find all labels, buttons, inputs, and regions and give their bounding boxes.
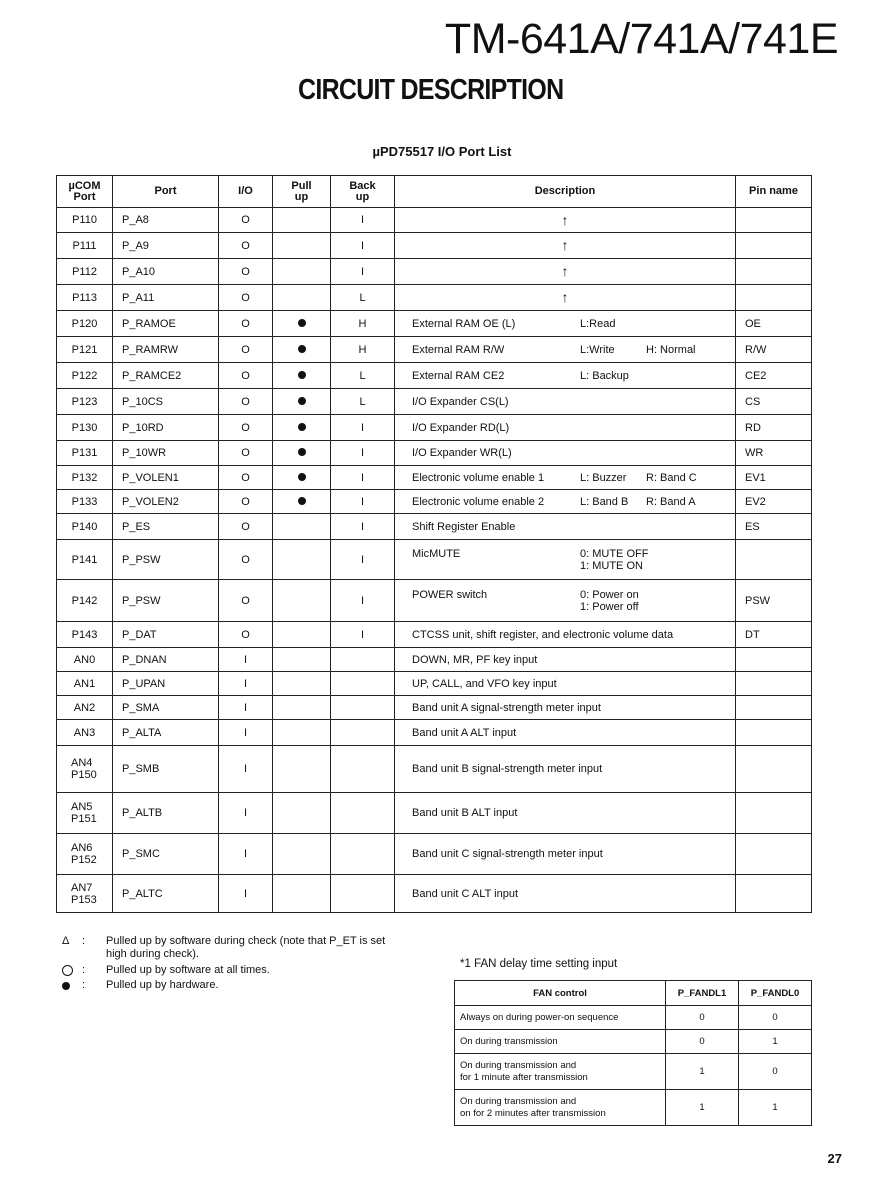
section-title: CIRCUIT DESCRIPTION [298,74,564,106]
backup-cell [331,672,395,696]
table-row [57,466,812,490]
port-cell: P_ALTC [113,875,219,913]
pullup-cell [273,208,331,233]
pullup-cell [273,580,331,622]
hardware-pullup-dot-icon [298,397,306,405]
pullup-cell [273,466,331,490]
hardware-pullup-dot-icon [298,345,306,353]
ucom-cell: P143 [57,622,113,648]
pullup-cell [273,672,331,696]
description-cell: Electronic volume enable 1 L: Buzzer R: Band C [395,466,736,490]
ucom-cell: P111 [57,233,113,259]
pullup-cell [273,490,331,514]
header-port: Port [113,176,219,208]
io-cell: O [219,389,273,415]
description-cell: Band unit C ALT input [395,875,736,913]
fandl0-cell: 1 [739,1090,812,1126]
table-row [57,696,812,720]
pullup-cell [273,746,331,793]
ucom-cell: P112 [57,259,113,285]
legend-text: Pulled up by software during check (note that P_ET is set [106,935,386,947]
port-cell: P_SMC [113,834,219,875]
legend-circle [62,964,442,978]
pullup-cell [273,337,331,363]
pin-cell [736,540,812,580]
io-cell: I [219,875,273,913]
backup-cell: I [331,580,395,622]
pin-cell [736,696,812,720]
io-cell: O [219,337,273,363]
backup-cell: I [331,208,395,233]
hardware-pullup-dot-icon [298,423,306,431]
pin-cell: CE2 [736,363,812,389]
pin-cell [736,746,812,793]
pin-cell [736,834,812,875]
backup-cell: I [331,622,395,648]
description-cell: Band unit C signal-strength meter input [395,834,736,875]
backup-cell: I [331,233,395,259]
pin-cell [736,672,812,696]
legend-colon: : [82,979,86,991]
up-arrow-icon: ↑ [561,263,569,279]
pullup-cell [273,834,331,875]
fandl1-cell: 1 [666,1054,739,1090]
fan-control-cell: On during transmission [455,1030,666,1054]
table-row [57,648,812,672]
io-cell: O [219,466,273,490]
port-cell: P_VOLEN1 [113,466,219,490]
fan-control-cell: On during transmission and for 1 minute after transmission [455,1054,666,1090]
io-cell: O [219,259,273,285]
delta-icon: Δ [62,935,70,947]
ucom-cell: P141 [57,540,113,580]
io-cell: O [219,441,273,466]
description-cell [395,285,736,311]
table-row [57,793,812,834]
pin-cell: RD [736,415,812,441]
pullup-cell [273,720,331,746]
io-cell: O [219,622,273,648]
table-row [57,415,812,441]
pin-cell [736,259,812,285]
pin-cell: WR [736,441,812,466]
ucom-cell: P132 [57,466,113,490]
description-cell: DOWN, MR, PF key input [395,648,736,672]
pin-cell: OE [736,311,812,337]
table-row [57,311,812,337]
pullup-cell [273,696,331,720]
table-row [57,490,812,514]
io-cell: O [219,514,273,540]
io-cell: O [219,580,273,622]
pullup-cell [273,875,331,913]
backup-cell [331,746,395,793]
pin-cell [736,875,812,913]
pullup-cell [273,259,331,285]
pin-cell: EV2 [736,490,812,514]
description-cell: Band unit A signal-strength meter input [395,696,736,720]
ucom-cell: AN6 P152 [57,834,113,875]
ucom-cell: P123 [57,389,113,415]
fandl1-cell: 1 [666,1090,739,1126]
backup-cell: L [331,285,395,311]
ucom-cell: P140 [57,514,113,540]
hardware-pullup-dot-icon [298,371,306,379]
pullup-cell [273,415,331,441]
port-list-table [56,175,812,913]
header-io: I/O [219,176,273,208]
pin-cell [736,208,812,233]
description-cell: Band unit B signal-strength meter input [395,746,736,793]
backup-cell: L [331,363,395,389]
description-cell [395,208,736,233]
legend-delta [62,935,442,961]
port-cell: P_ALTB [113,793,219,834]
port-cell: P_RAMRW [113,337,219,363]
pullup-cell [273,285,331,311]
io-cell: I [219,672,273,696]
header-fandl1: P_FANDL1 [666,981,739,1006]
io-cell: I [219,834,273,875]
ucom-cell: P133 [57,490,113,514]
io-cell: I [219,696,273,720]
fandl1-cell: 0 [666,1006,739,1030]
pullup-cell [273,363,331,389]
port-cell: P_UPAN [113,672,219,696]
io-cell: O [219,233,273,259]
io-cell: I [219,746,273,793]
port-cell: P_10CS [113,389,219,415]
backup-cell [331,696,395,720]
description-cell: POWER switch 0: Power on 1: Power off [395,580,736,622]
port-cell: P_A9 [113,233,219,259]
table-row [57,233,812,259]
port-cell: P_DNAN [113,648,219,672]
pullup-cell [273,441,331,466]
io-cell: I [219,793,273,834]
backup-cell: I [331,466,395,490]
pullup-cell [273,622,331,648]
fandl1-cell: 0 [666,1030,739,1054]
table-row [57,834,812,875]
fan-table-title: *1 FAN delay time setting input [460,958,618,970]
up-arrow-icon: ↑ [561,289,569,305]
fandl0-cell: 0 [739,1054,812,1090]
pullup-cell [273,233,331,259]
fandl0-cell: 0 [739,1006,812,1030]
io-cell: O [219,490,273,514]
table-row [57,285,812,311]
description-cell: CTCSS unit, shift register, and electronic volume data [395,622,736,648]
legend-dot [62,979,442,993]
io-cell: O [219,285,273,311]
backup-cell: L [331,389,395,415]
pin-cell: PSW [736,580,812,622]
description-cell [395,233,736,259]
backup-cell: I [331,540,395,580]
ucom-cell: P110 [57,208,113,233]
table-row [57,875,812,913]
pin-cell: ES [736,514,812,540]
ucom-cell: P113 [57,285,113,311]
port-cell: P_ES [113,514,219,540]
fan-table-header-row [455,981,812,1006]
header-fandl0: P_FANDL0 [739,981,812,1006]
description-cell: Band unit A ALT input [395,720,736,746]
port-cell: P_A10 [113,259,219,285]
backup-cell: I [331,259,395,285]
description-cell: Electronic volume enable 2 L: Band B R: Band A [395,490,736,514]
model-title: TM-641A/741A/741E [444,15,838,63]
pullup-cell [273,514,331,540]
hardware-pullup-dot-icon [298,497,306,505]
port-table-header-row [57,176,812,208]
hardware-pullup-dot-icon [298,319,306,327]
legend-text: Pulled up by hardware. [106,979,219,991]
legend-colon: : [82,964,86,976]
backup-cell [331,793,395,834]
header-back-up: Back up [331,176,395,208]
pin-cell [736,720,812,746]
pin-cell [736,648,812,672]
io-cell: O [219,363,273,389]
port-cell: P_A11 [113,285,219,311]
backup-cell: I [331,415,395,441]
ucom-cell: AN3 [57,720,113,746]
pullup-cell [273,793,331,834]
backup-cell: I [331,441,395,466]
ucom-cell: AN4 P150 [57,746,113,793]
port-cell: P_A8 [113,208,219,233]
header-pull-up: Pull up [273,176,331,208]
port-cell: P_RAMOE [113,311,219,337]
table-row [57,540,812,580]
port-cell: P_VOLEN2 [113,490,219,514]
port-cell: P_10WR [113,441,219,466]
port-cell: P_DAT [113,622,219,648]
ucom-cell: AN7 P153 [57,875,113,913]
description-cell: MicMUTE 0: MUTE OFF 1: MUTE ON [395,540,736,580]
ucom-cell: AN1 [57,672,113,696]
table-row [455,1030,812,1054]
header-ucom-port: µCOM Port [57,176,113,208]
table-row [57,363,812,389]
description-cell: Shift Register Enable [395,514,736,540]
io-cell: O [219,208,273,233]
pin-cell: DT [736,622,812,648]
up-arrow-icon: ↑ [561,211,569,228]
backup-cell [331,875,395,913]
backup-cell: I [331,514,395,540]
pin-cell [736,793,812,834]
description-cell: External RAM OE (L) L:Read [395,311,736,337]
table-row [57,389,812,415]
pullup-cell [273,648,331,672]
table-row [57,580,812,622]
backup-cell: I [331,490,395,514]
fandl0-cell: 1 [739,1030,812,1054]
table-row [57,208,812,233]
table-row [455,1090,812,1126]
description-cell: I/O Expander WR(L) [395,441,736,466]
io-cell: O [219,415,273,441]
port-cell: P_ALTA [113,720,219,746]
description-cell: External RAM CE2 L: Backup [395,363,736,389]
description-cell: Band unit B ALT input [395,793,736,834]
hardware-pullup-dot-icon [62,982,70,990]
fan-control-cell: Always on during power-on sequence [455,1006,666,1030]
port-cell: P_10RD [113,415,219,441]
description-cell [395,259,736,285]
description-cell: UP, CALL, and VFO key input [395,672,736,696]
legend-text: Pulled up by software at all times. [106,964,270,976]
table-row [57,622,812,648]
table-row [57,514,812,540]
table-row [57,337,812,363]
up-arrow-icon: ↑ [561,237,569,253]
pin-cell: R/W [736,337,812,363]
ucom-cell: AN5 P151 [57,793,113,834]
table-row [57,746,812,793]
io-cell: I [219,720,273,746]
pin-cell [736,233,812,259]
ucom-cell: P131 [57,441,113,466]
port-cell: P_SMA [113,696,219,720]
ucom-cell: P120 [57,311,113,337]
port-cell: P_SMB [113,746,219,793]
header-description: Description [395,176,736,208]
legend-text: high during check). [106,948,199,960]
fan-control-table [454,980,812,1126]
pin-cell: EV1 [736,466,812,490]
hardware-pullup-dot-icon [298,448,306,456]
description-cell: I/O Expander RD(L) [395,415,736,441]
table-row [57,259,812,285]
ucom-cell: P142 [57,580,113,622]
hardware-pullup-dot-icon [298,473,306,481]
description-cell: I/O Expander CS(L) [395,389,736,415]
ucom-cell: P122 [57,363,113,389]
port-cell: P_PSW [113,540,219,580]
backup-cell [331,720,395,746]
port-list-title: µPD75517 I/O Port List [372,144,512,159]
port-cell: P_RAMCE2 [113,363,219,389]
pullup-cell [273,540,331,580]
ucom-cell: AN0 [57,648,113,672]
table-row [57,441,812,466]
backup-cell [331,834,395,875]
pullup-cell [273,311,331,337]
io-cell: O [219,540,273,580]
software-pullup-circle-icon [62,965,73,976]
io-cell: I [219,648,273,672]
ucom-cell: AN2 [57,696,113,720]
backup-cell [331,648,395,672]
fan-control-cell: On during transmission and on for 2 minutes after transmission [455,1090,666,1126]
legend-colon: : [82,935,86,947]
ucom-cell: P121 [57,337,113,363]
page-number: 27 [827,1151,842,1166]
description-cell: External RAM R/W L:Write H: Normal [395,337,736,363]
pin-cell [736,285,812,311]
table-row [57,720,812,746]
backup-cell: H [331,337,395,363]
table-row [57,672,812,696]
io-cell: O [219,311,273,337]
table-row [455,1054,812,1090]
header-fan-control: FAN control [455,981,666,1006]
header-pin-name: Pin name [736,176,812,208]
table-row [455,1006,812,1030]
backup-cell: H [331,311,395,337]
pullup-cell [273,389,331,415]
ucom-cell: P130 [57,415,113,441]
port-cell: P_PSW [113,580,219,622]
pin-cell: CS [736,389,812,415]
